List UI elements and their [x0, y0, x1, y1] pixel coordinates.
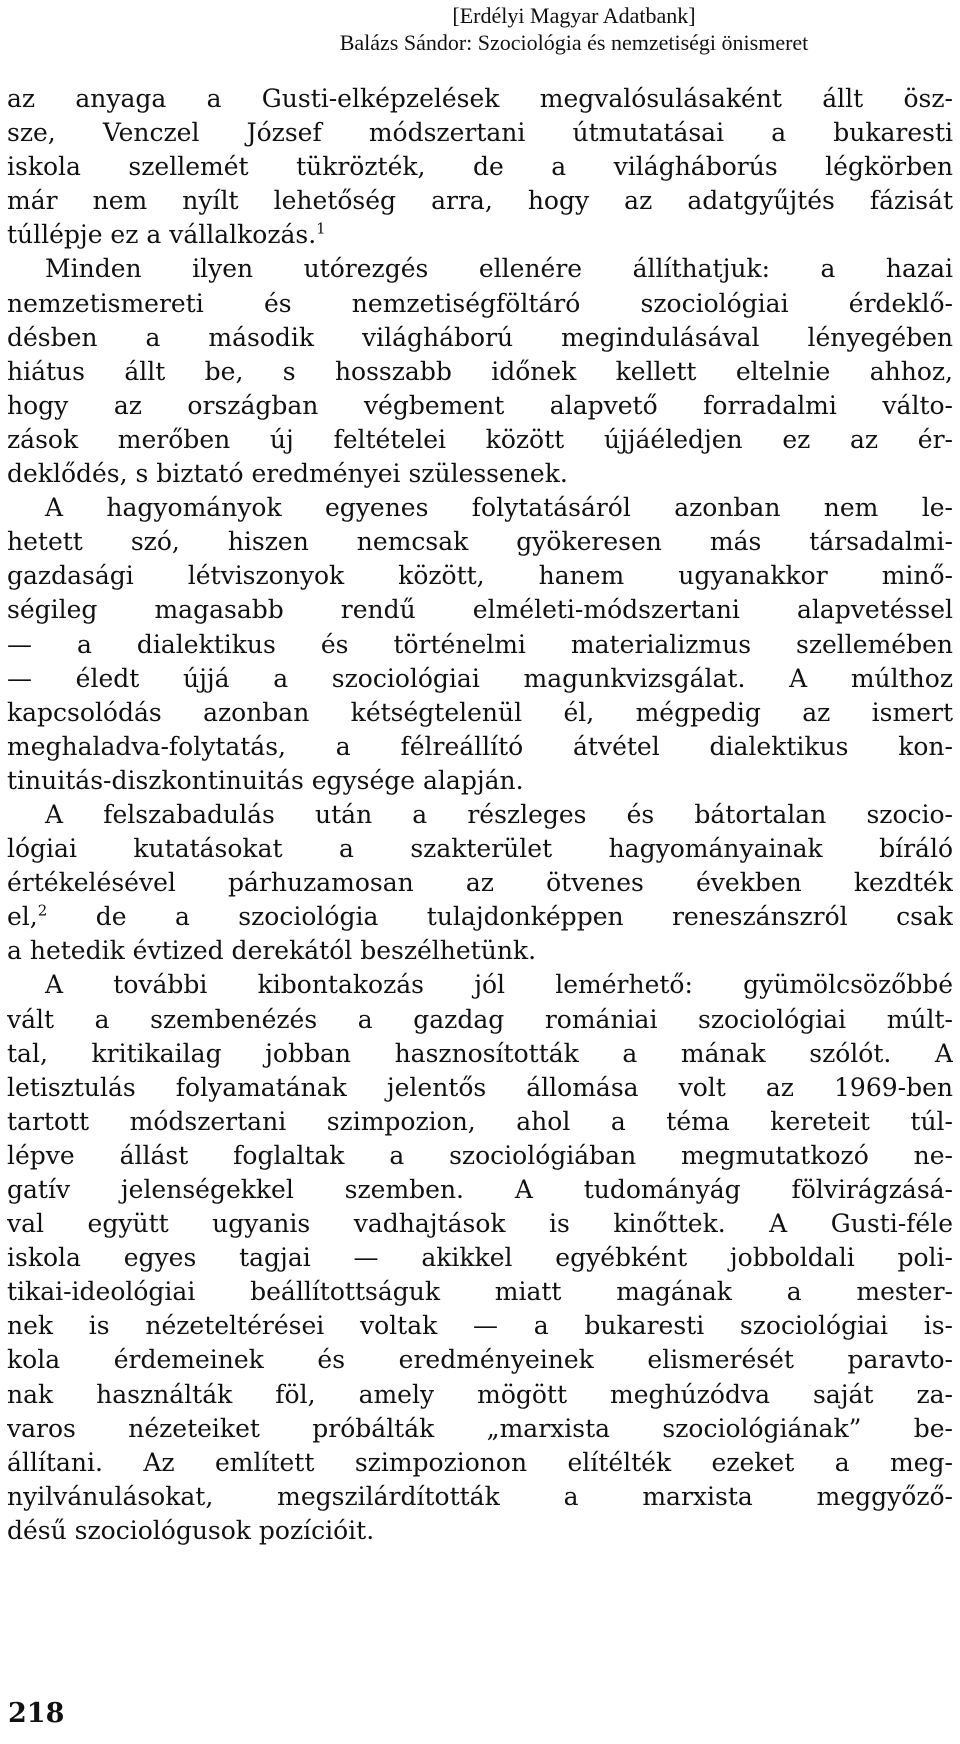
text-line: [7, 457, 953, 491]
body-text: [7, 82, 953, 1548]
text-line: [7, 116, 953, 150]
page-number: 218: [8, 1698, 65, 1729]
text-line: [7, 1037, 953, 1071]
text-line: [7, 900, 953, 934]
text-line-content: nak használták föl, amely mögött meghúzódva saját za-: [7, 1379, 953, 1409]
text-line: [7, 287, 953, 321]
text-line: [7, 730, 953, 764]
text-line: [7, 1207, 953, 1241]
text-line-content: el,: [7, 902, 38, 932]
text-line-content: désben a második világháború megindulásával lényegében: [7, 322, 953, 352]
text-line-content: lépve állást foglaltak a szociológiában megmutatkozó ne-: [7, 1140, 953, 1170]
text-line: [7, 1343, 953, 1377]
text-line: [7, 696, 953, 730]
text-line: [7, 423, 953, 457]
text-line: [7, 525, 953, 559]
text-line-continuation: de a szociológia tulajdonképpen reneszánszról csak: [47, 902, 953, 932]
text-line: [7, 1480, 953, 1514]
text-line: [7, 968, 953, 1002]
text-line: [7, 1378, 953, 1412]
footnote-marker: 1: [316, 220, 326, 239]
text-line: [7, 218, 953, 252]
text-line: [7, 1105, 953, 1139]
text-line: [7, 832, 953, 866]
header-source: [Erdélyi Magyar Adatbank]: [452, 3, 696, 28]
text-line-content: iskola szellemét tükrözték, de a világháborús légkörben: [7, 152, 953, 182]
text-line-content: túllépje ez a vállalkozás.: [7, 220, 317, 250]
text-line-content: meghaladva-folytatás, a félreállító átvétel dialektikus kon-: [7, 731, 953, 761]
text-line-content: nyilvánulásokat, megszilárdították a marxista meggyőző-: [7, 1481, 953, 1511]
text-line: [7, 1173, 953, 1207]
text-line: [7, 866, 953, 900]
text-line: [7, 1446, 953, 1480]
text-line-content: A hagyományok egyenes folytatásáról azonban nem le-: [45, 493, 953, 523]
text-line-content: kola érdemeinek és eredményeinek elismerését paravto-: [7, 1345, 953, 1375]
footnote-marker: 2: [37, 901, 48, 920]
text-line: [7, 321, 953, 355]
text-line-content: ségileg magasabb rendű elméleti-módszertani alapvetéssel: [7, 595, 953, 625]
text-line-content: tartott módszertani szimpozion, ahol a téma kereteit túl-: [7, 1106, 953, 1136]
text-line: [7, 1071, 953, 1105]
text-line: [7, 1309, 953, 1343]
text-line: [7, 1275, 953, 1309]
text-line: [7, 252, 953, 286]
text-line-content: hiátus állt be, s hosszabb időnek kellett eltelnie ahhoz,: [7, 356, 953, 386]
text-line-content: hetett szó, hiszen nemcsak gyökeresen más társadalmi-: [7, 527, 953, 557]
text-line-content: A felszabadulás után a részleges és bátortalan szocio-: [45, 799, 953, 829]
text-line: [7, 82, 953, 116]
text-line-content: vált a szembenézés a gazdag romániai szociológiai múlt-: [7, 1004, 953, 1034]
text-line-content: letisztulás folyamatának jelentős állomása volt az 1969-ben: [7, 1072, 953, 1102]
text-line: [7, 628, 953, 662]
text-line: [7, 662, 953, 696]
text-line-content: értékelésével párhuzamosan az ötvenes években kezdték: [7, 868, 953, 898]
text-line-content: val együtt ugyanis vadhajtások is kinőttek. A Gusti-féle: [7, 1209, 953, 1239]
text-line-content: tal, kritikailag jobban hasznosították a mának szólót. A: [7, 1038, 953, 1068]
text-line-content: nemzetismereti és nemzetiségföltáró szociológiai érdeklő-: [7, 288, 953, 318]
text-line-content: gatív jelenségekkel szemben. A tudományág fölvirágzásá-: [7, 1175, 953, 1204]
text-line: [7, 1514, 953, 1548]
text-line: [7, 1412, 953, 1446]
text-line-content: zások merőben új feltételei között újjáéledjen ez az ér-: [7, 424, 953, 454]
page-header: [198, 2, 950, 56]
text-line-content: gazdasági létviszonyok között, hanem ugyanakkor minő-: [7, 561, 953, 591]
text-line-content: désű szociológusok pozícióit.: [7, 1515, 375, 1545]
text-line: [7, 150, 953, 184]
text-line: [7, 798, 953, 832]
text-line-content: Minden ilyen utórezgés ellenére állíthatjuk: a hazai: [45, 254, 953, 284]
text-line-content: — éledt újjá a szociológiai magunkvizsgálat. A múlthoz: [7, 663, 953, 693]
text-line-content: a hetedik évtized derekától beszélhetünk.: [7, 936, 537, 966]
text-line: [7, 1003, 953, 1037]
text-line: [7, 491, 953, 525]
text-line: [7, 559, 953, 593]
text-line: [7, 593, 953, 627]
text-line-content: kapcsolódás azonban kétségtelenül él, mégpedig az ismert: [7, 697, 953, 727]
text-line-content: iskola egyes tagjai — akikkel egyébként jobboldali poli-: [7, 1243, 953, 1273]
text-line: [7, 934, 953, 968]
text-line: [7, 764, 953, 798]
text-line-content: hogy az országban végbement alapvető forradalmi válto-: [7, 390, 953, 420]
text-line: [7, 184, 953, 218]
text-line-content: már nem nyílt lehetőség arra, hogy az adatgyűjtés fázisát: [7, 186, 953, 216]
text-line: [7, 1241, 953, 1275]
text-line-content: az anyaga a Gusti-elképzelések megvalósulásaként állt ösz-: [7, 84, 953, 113]
text-line-content: tikai-ideológiai beállítottságuk miatt magának a mester-: [7, 1277, 953, 1307]
text-line-content: állítani. Az említett szimpozionon elítélték ezeket a meg-: [7, 1447, 953, 1477]
text-line-content: A további kibontakozás jól lemérhető: gyümölcsözőbbé: [45, 970, 953, 1000]
text-line-content: — a dialektikus és történelmi materializmus szellemében: [7, 629, 953, 659]
header-title: Balázs Sándor: Szociológia és nemzetiségi önismeret: [339, 30, 809, 55]
text-line: [7, 389, 953, 423]
text-line-content: lógiai kutatásokat a szakterület hagyományainak bíráló: [7, 834, 953, 864]
text-line-content: deklődés, s biztató eredményei szülessenek.: [7, 459, 568, 489]
text-line-content: tinuitás-diszkontinuitás egysége alapján.: [7, 765, 524, 795]
text-line: [7, 355, 953, 389]
text-line-content: nek is nézeteltérései voltak — a bukaresti szociológiai is-: [7, 1311, 953, 1341]
text-line-content: varos nézeteiket próbálták „marxista szociológiának” be-: [7, 1413, 953, 1443]
text-line: [7, 1139, 953, 1173]
text-line-content: sze, Venczel József módszertani útmutatásai a bukaresti: [7, 118, 953, 148]
